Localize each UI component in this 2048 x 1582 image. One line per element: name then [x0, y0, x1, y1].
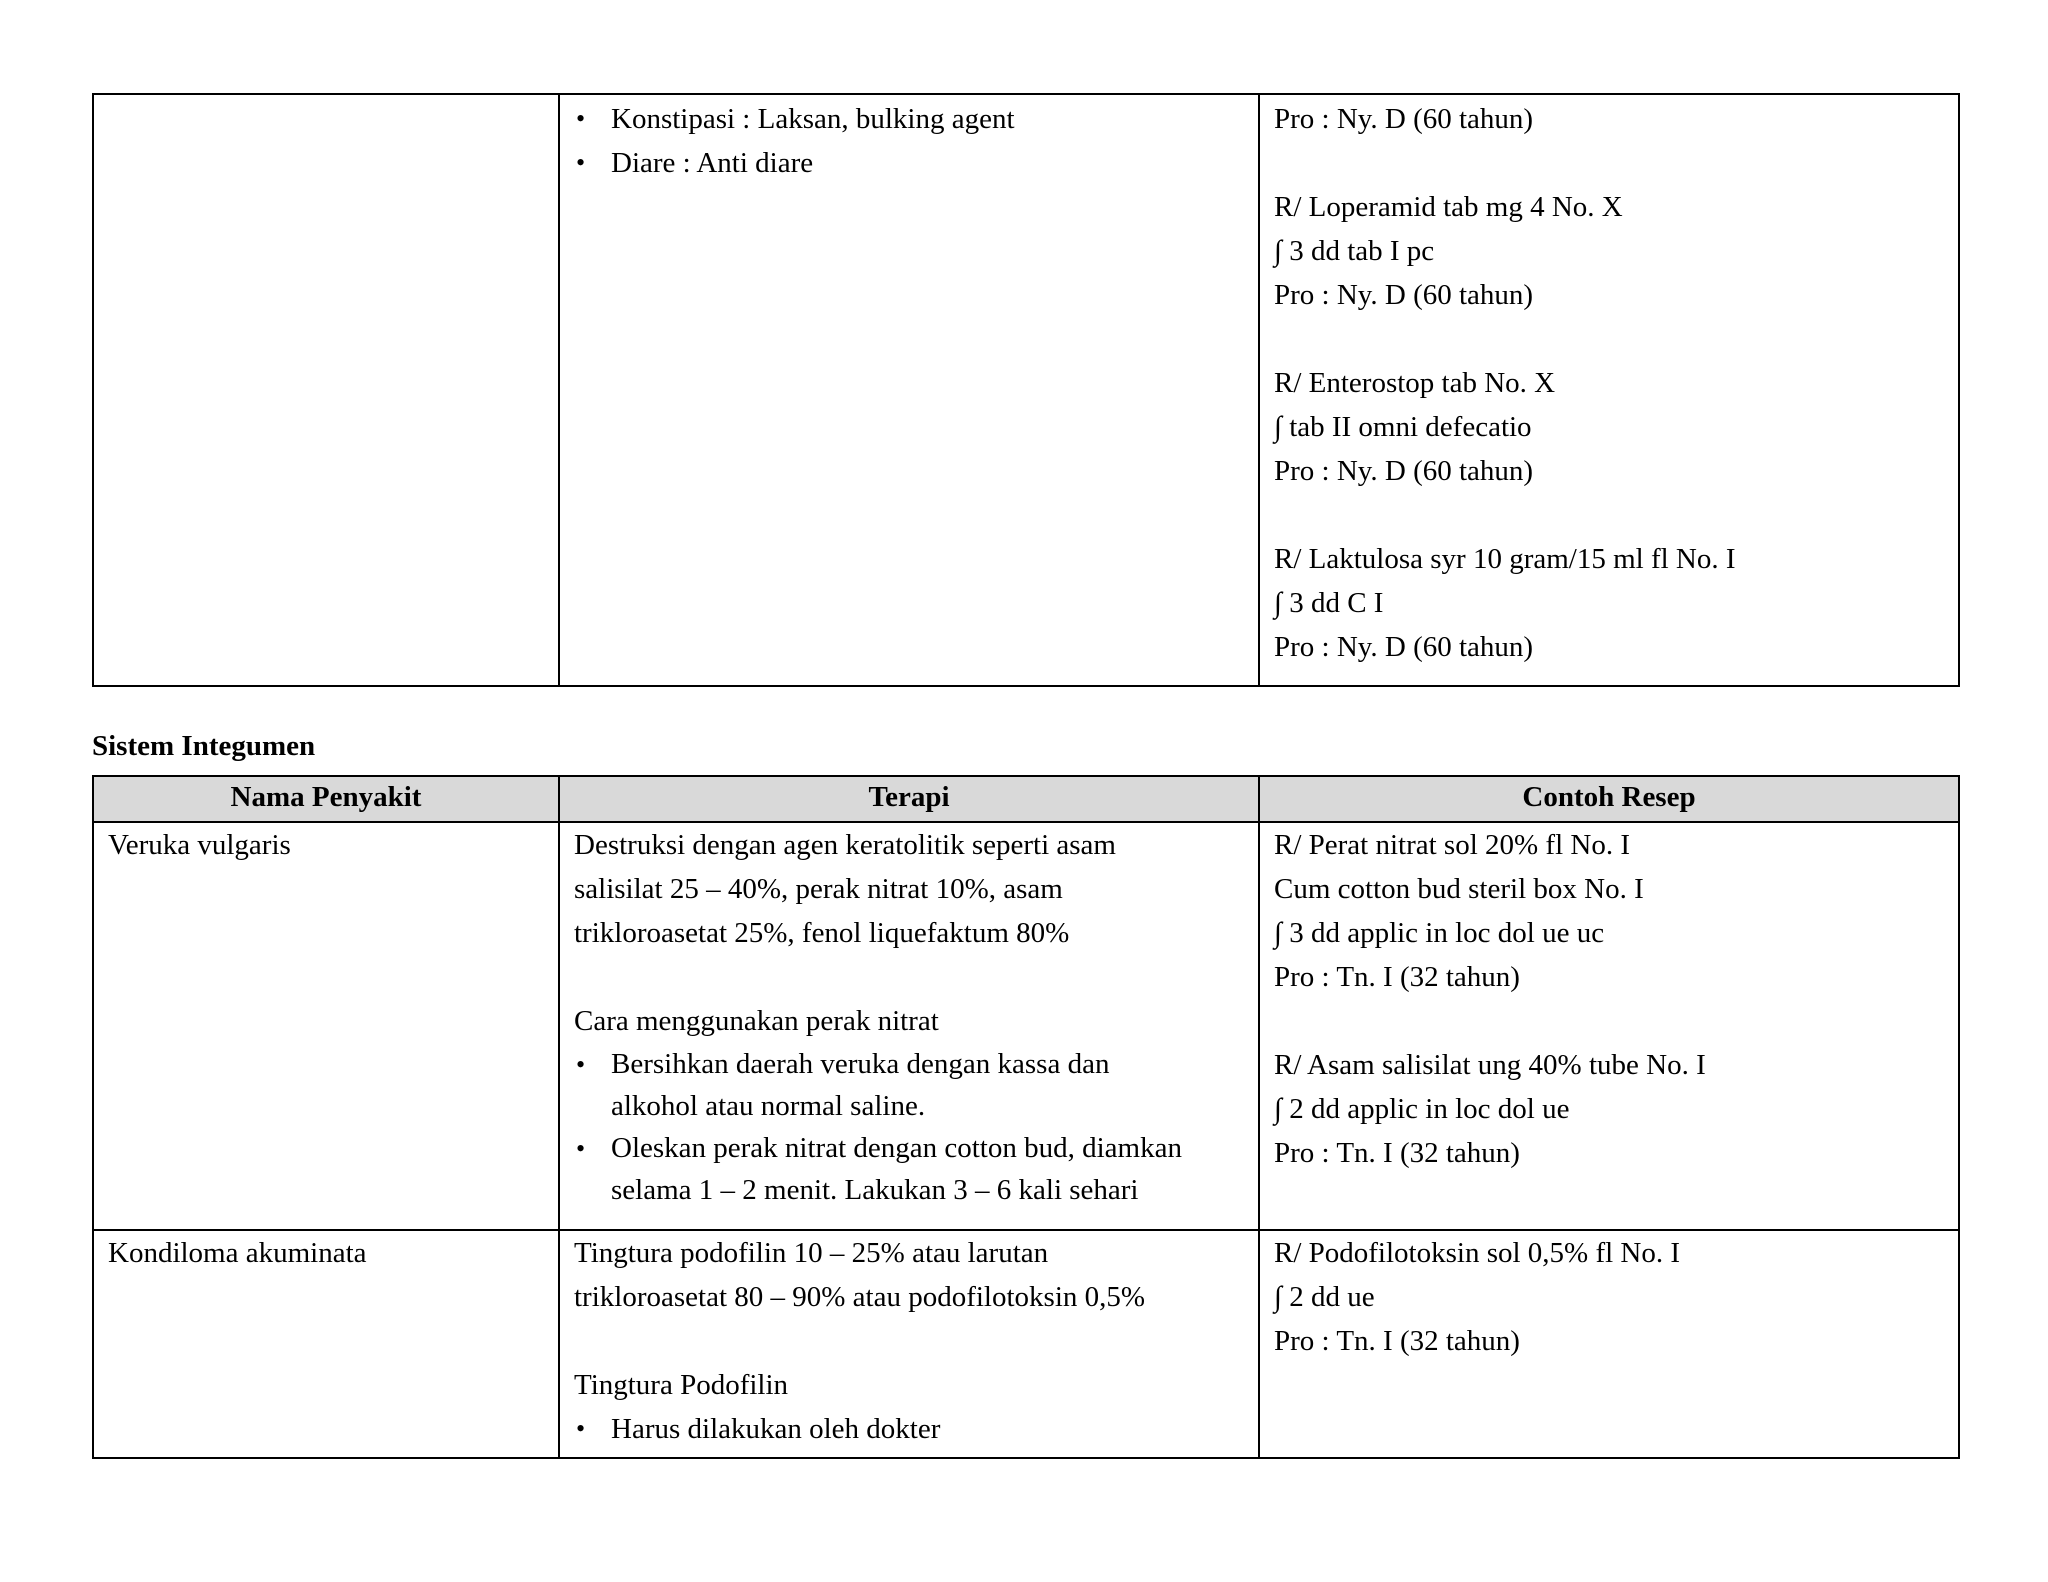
- resep-line: Pro : Ny. D (60 tahun): [1274, 631, 1534, 663]
- terapi-cell: [559, 1230, 1259, 1458]
- terapi-line: trikloroasetat 80 – 90% atau podofilotoksin 0,5%: [574, 1281, 1146, 1313]
- resep-line: R/ Laktulosa syr 10 gram/15 ml fl No. I: [1274, 543, 1736, 575]
- resep-cell: [1259, 822, 1959, 1230]
- penyakit-name: Kondiloma akuminata: [108, 1237, 367, 1269]
- resep-line: Cum cotton bud steril box No. I: [1274, 873, 1644, 905]
- list-item-line: alkohol atau normal saline.: [611, 1090, 926, 1122]
- column-header: Nama Penyakit: [93, 776, 559, 822]
- resep-line: ∫ 2 dd ue: [1274, 1281, 1375, 1313]
- terapi-line: Destruksi dengan agen keratolitik seperti asam: [574, 829, 1116, 861]
- list-item: • Diare : Anti diare: [574, 141, 1244, 185]
- nama-penyakit-cell: [93, 1230, 559, 1458]
- penyakit-name: Veruka vulgaris: [108, 829, 291, 861]
- resep-line: Pro : Tn. I (32 tahun): [1274, 1137, 1520, 1169]
- resep-cell: [1259, 94, 1959, 686]
- resep-line: Pro : Ny. D (60 tahun): [1274, 279, 1534, 311]
- table-row: [93, 94, 1959, 686]
- table-continued: [92, 93, 1960, 687]
- resep-line: ∫ 3 dd C I: [1274, 587, 1384, 619]
- terapi-list: [574, 1043, 1244, 1211]
- terapi-line: salisilat 25 – 40%, perak nitrat 10%, asam: [574, 873, 1063, 905]
- resep-line: Pro : Tn. I (32 tahun): [1274, 1325, 1520, 1357]
- terapi-cell: [559, 822, 1259, 1230]
- resep-line: R/ Asam salisilat ung 40% tube No. I: [1274, 1049, 1706, 1081]
- terapi-list: [574, 1407, 1244, 1451]
- terapi-line: trikloroasetat 25%, fenol liquefaktum 80%: [574, 917, 1070, 949]
- table-header-row: [93, 776, 1959, 822]
- list-item: • Harus dilakukan oleh dokter: [574, 1407, 1244, 1451]
- terapi-list: [574, 97, 1244, 185]
- list-item-line: selama 1 – 2 menit. Lakukan 3 – 6 kali sehari: [611, 1174, 1139, 1206]
- list-item: [574, 1127, 1244, 1211]
- resep-line: R/ Perat nitrat sol 20% fl No. I: [1274, 829, 1631, 861]
- resep-line: ∫ tab II omni defecatio: [1274, 411, 1532, 443]
- list-item-line: • Oleskan perak nitrat dengan cotton bud, diamkan: [611, 1132, 1182, 1164]
- resep-line: ∫ 3 dd tab I pc: [1274, 235, 1435, 267]
- column-header: Terapi: [559, 776, 1259, 822]
- resep-line: Pro : Ny. D (60 tahun): [1274, 103, 1534, 135]
- resep-line: Pro : Tn. I (32 tahun): [1274, 961, 1520, 993]
- list-item: [574, 1043, 1244, 1127]
- resep-line: ∫ 2 dd applic in loc dol ue: [1274, 1093, 1570, 1125]
- terapi-line: Tingtura Podofilin: [574, 1369, 789, 1401]
- resep-line: R/ Enterostop tab No. X: [1274, 367, 1556, 399]
- table-row: [93, 1230, 1959, 1458]
- terapi-line: Tingtura podofilin 10 – 25% atau larutan: [574, 1237, 1049, 1269]
- nama-penyakit-cell: [93, 822, 559, 1230]
- list-item: • Konstipasi : Laksan, bulking agent: [574, 97, 1244, 141]
- terapi-line: Cara menggunakan perak nitrat: [574, 1005, 939, 1037]
- section-heading: Sistem Integumen: [92, 730, 316, 762]
- column-header: Contoh Resep: [1259, 776, 1959, 822]
- resep-line: R/ Podofilotoksin sol 0,5% fl No. I: [1274, 1237, 1681, 1269]
- table-sistem-integumen: [92, 775, 1960, 1459]
- table-row: [93, 822, 1959, 1230]
- resep-line: R/ Loperamid tab mg 4 No. X: [1274, 191, 1623, 223]
- resep-cell: [1259, 1230, 1959, 1458]
- resep-line: ∫ 3 dd applic in loc dol ue uc: [1274, 917, 1605, 949]
- nama-penyakit-cell: [93, 94, 559, 686]
- resep-line: Pro : Ny. D (60 tahun): [1274, 455, 1534, 487]
- list-item-line: • Bersihkan daerah veruka dengan kassa dan: [611, 1048, 1110, 1080]
- terapi-cell: [559, 94, 1259, 686]
